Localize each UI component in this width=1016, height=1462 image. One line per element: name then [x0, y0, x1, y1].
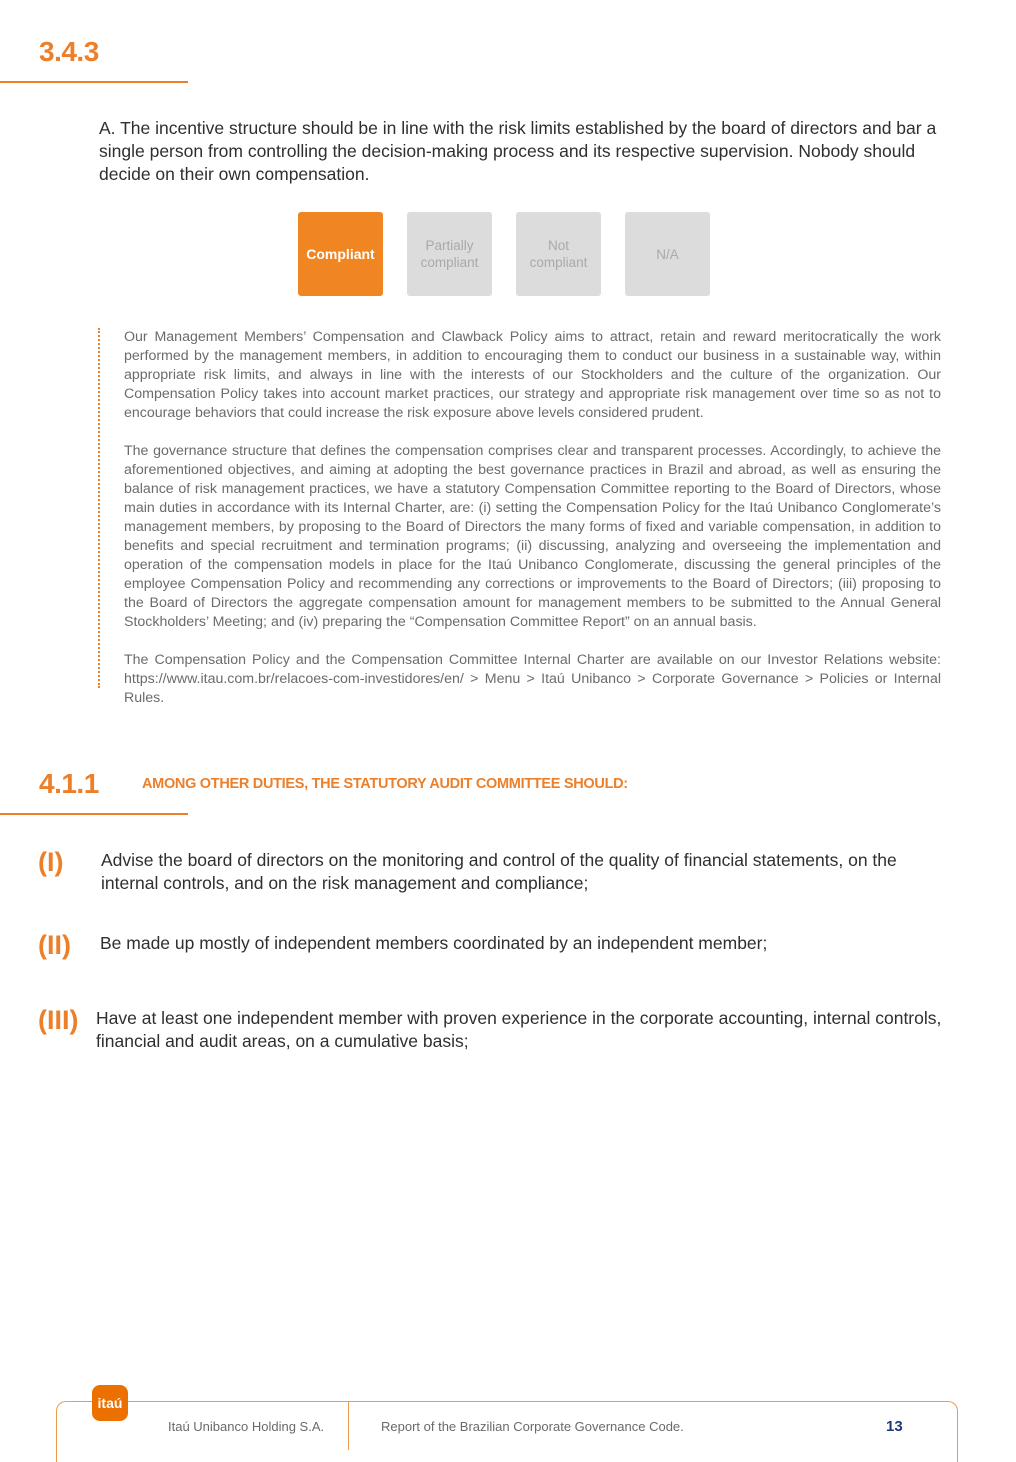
na-option: N/A — [625, 212, 710, 296]
item-number: (II) — [38, 930, 71, 960]
list-item — [38, 1005, 943, 1053]
item-text: Be made up mostly of independent members coordinated by an independent member; — [100, 933, 768, 953]
section-rule-343 — [0, 81, 188, 83]
partially-compliant-option: Partially compliant — [407, 212, 492, 296]
item-number: (III) — [38, 1005, 79, 1035]
compliance-options — [298, 212, 710, 296]
item-text: Advise the board of directors on the monitoring and control of the quality of financial statements, on the internal controls, and on the risk management and compliance; — [101, 850, 897, 893]
list-item — [38, 930, 943, 960]
explanation-paragraph: Our Management Members’ Compensation and Clawback Policy aims to attract, retain and reward meritocratically the work performed by the management members, in addition to encouraging them to conduct our business in a sustainable way, within appropriate risk limits, and always in line with the interests of our Stockholders and the culture of the organization. Our Compensation Policy takes into account market practices, our strategy and appropriate risk management over time so as not to encourage behaviors that could increase the risk exposure above levels considered prudent. — [124, 329, 941, 421]
explanation-block — [98, 328, 941, 706]
explanation-paragraph: The governance structure that defines the compensation comprises clear and transparent processes. Accordingly, to achieve the aforementioned objectives, and aiming at adopting the best governance practices in Brazil and abroad, as well as ensuring the balance of risk management practices, we have a statutory Compensation Committee reporting to the Board of Directors, whose main duties in accordance with its Internal Charter, are: (i) setting the Compensation Policy for the Itaú Unibanco Conglomerate’s management members, by proposing to the Board of Directors the many forms of fixed and variable compensation, in addition to benefits and special recruitment and termination programs; (ii) discussing, analyzing and overseeing the implementation and operation of the compensation models in place for the Itaú Unibanco Conglomerate, discussing the general principles of the employee Compensation Policy and recommending any corrections or improvements to the Board of Directors; (iii) proposing to the Board of Directors the aggregate compensation amount for management members to be submitted to the Annual General Stockholders’ Meeting; and (iv) preparing the “Compensation Committee Report” on an annual basis. — [124, 443, 941, 630]
footer-company: Itaú Unibanco Holding S.A. — [168, 1419, 325, 1434]
footer-divider — [348, 1402, 349, 1450]
not-compliant-option: Not compliant — [516, 212, 601, 296]
compliant-option: Compliant — [298, 212, 383, 296]
footer-report-title: Report of the Brazilian Corporate Governance Code. — [381, 1419, 684, 1434]
item-number: (I) — [38, 847, 64, 877]
principle-text: A. The incentive structure should be in line with the risk limits established by the board of directors and bar a single person from controlling the decision-making process and its respective supervision. Nobody should decide on their own compensation. — [99, 118, 937, 184]
list-item — [38, 847, 943, 895]
section-number-411: 4.1.1 — [39, 768, 99, 799]
itau-logo: itaú — [92, 1385, 128, 1421]
section-heading: AMONG OTHER DUTIES, THE STATUTORY AUDIT COMMITTEE SHOULD: — [142, 776, 628, 792]
explanation-paragraph: The Compensation Policy and the Compensation Committee Internal Charter are available on our Investor Relations website: https://www.itau.com.br/relacoes-com-investidores/en/ > Menu > Itaú Unibanco > Corporate Governance > Policies or Internal Rules. — [124, 652, 941, 706]
section-rule-411 — [0, 813, 188, 815]
section-number-343: 3.4.3 — [39, 36, 99, 67]
page-number: 13 — [886, 1418, 903, 1435]
item-text: Have at least one independent member with proven experience in the corporate accounting, internal controls, financial and audit areas, on a cumulative basis; — [96, 1008, 942, 1051]
